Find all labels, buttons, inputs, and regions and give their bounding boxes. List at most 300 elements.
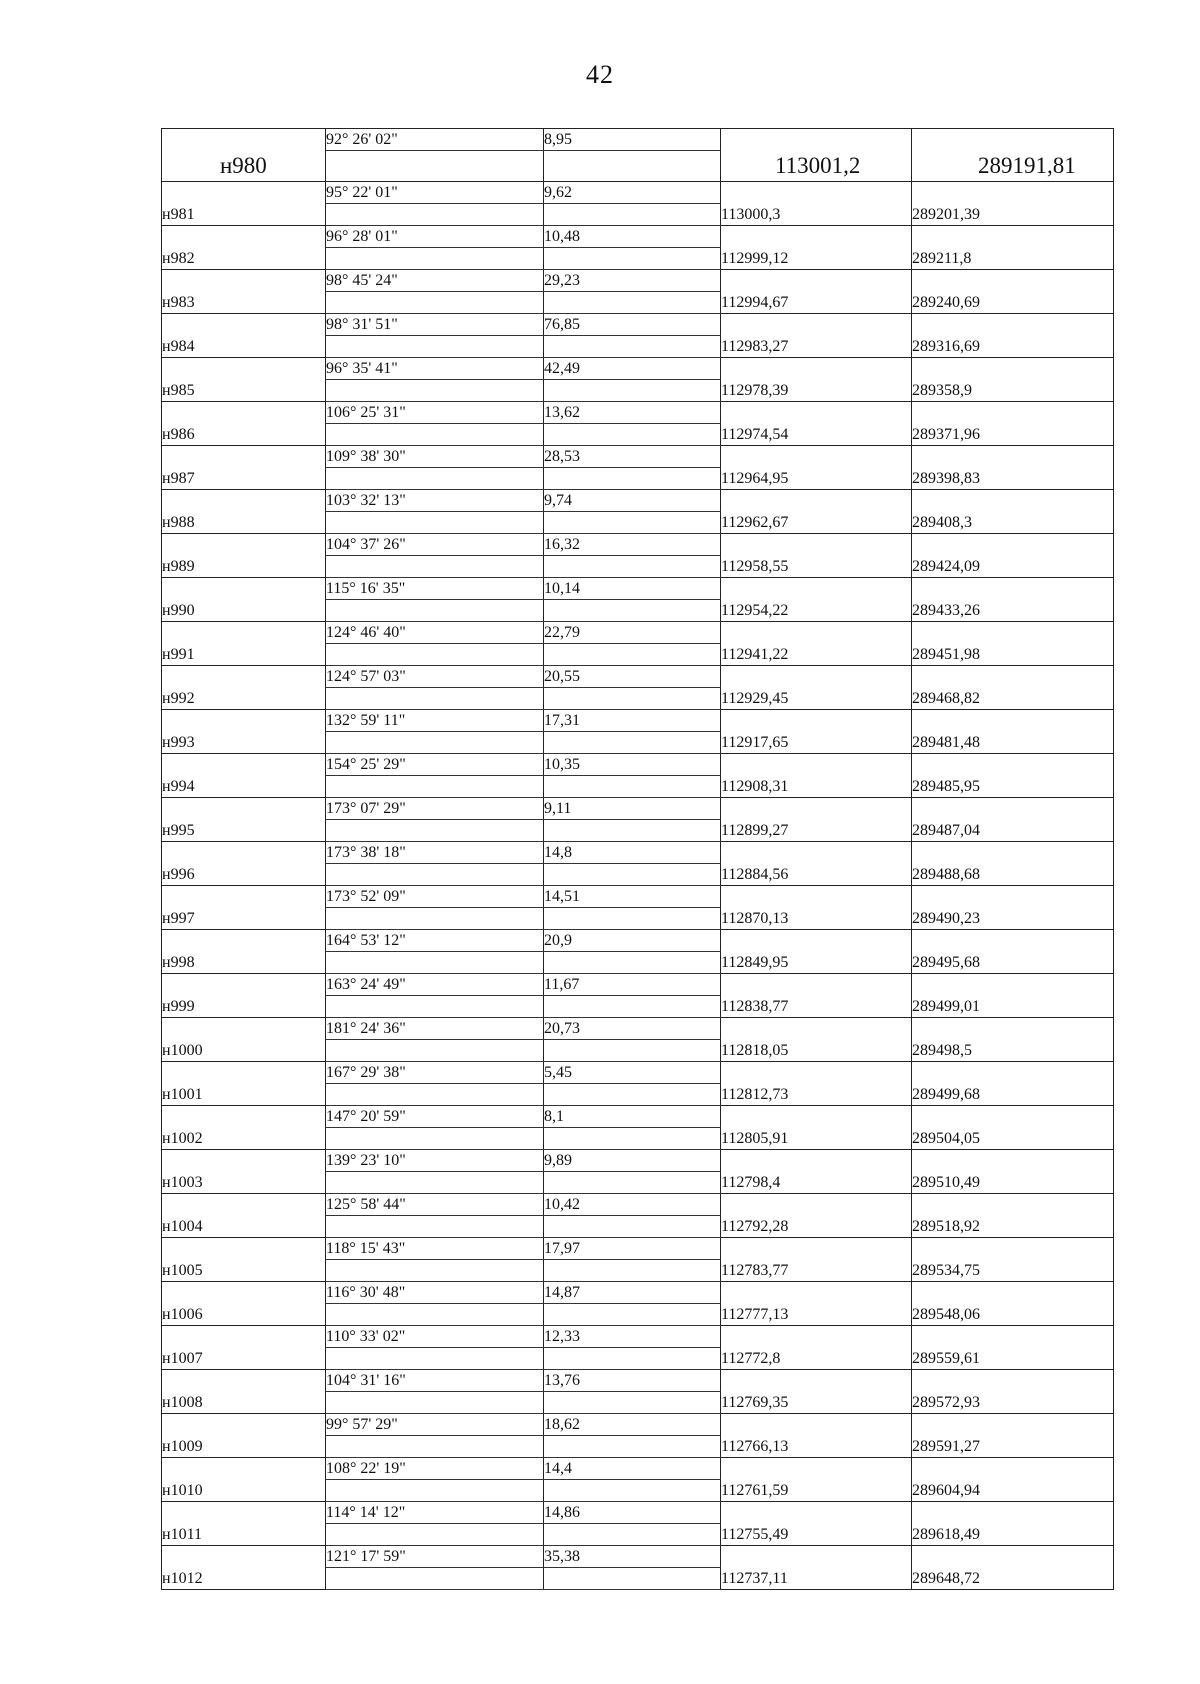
angle-spacer xyxy=(326,248,544,270)
point-id-cell: н996 xyxy=(162,864,326,886)
point-row xyxy=(162,776,1114,798)
angle-cell: 121° 17' 59" xyxy=(326,1546,544,1568)
y-spacer xyxy=(912,1326,1114,1348)
point-spacer xyxy=(162,314,326,336)
angle-spacer xyxy=(326,1392,544,1414)
point-id-cell: н1002 xyxy=(162,1128,326,1150)
y-coordinate-cell: 289371,96 xyxy=(912,424,1114,446)
segment-row xyxy=(162,1502,1114,1524)
y-coordinate-cell: 289191,81 xyxy=(912,151,1114,182)
point-id-cell: н981 xyxy=(162,204,326,226)
point-row xyxy=(162,512,1114,534)
distance-cell: 17,31 xyxy=(544,710,721,732)
point-spacer xyxy=(162,1062,326,1084)
y-spacer xyxy=(912,710,1114,732)
y-spacer xyxy=(912,358,1114,380)
distance-spacer xyxy=(544,468,721,490)
point-spacer xyxy=(162,622,326,644)
point-spacer xyxy=(162,1282,326,1304)
point-spacer xyxy=(162,974,326,996)
distance-spacer xyxy=(544,732,721,754)
point-spacer xyxy=(162,226,326,248)
point-spacer xyxy=(162,129,326,151)
x-coordinate-cell: 112929,45 xyxy=(721,688,912,710)
distance-spacer xyxy=(544,864,721,886)
x-coordinate-cell: 112958,55 xyxy=(721,556,912,578)
point-id-cell: н997 xyxy=(162,908,326,930)
distance-spacer xyxy=(544,151,721,182)
point-id-cell: н985 xyxy=(162,380,326,402)
x-coordinate-cell: 112761,59 xyxy=(721,1480,912,1502)
y-spacer xyxy=(912,1502,1114,1524)
point-spacer xyxy=(162,798,326,820)
x-coordinate-cell: 112999,12 xyxy=(721,248,912,270)
segment-row xyxy=(162,226,1114,248)
distance-cell: 17,97 xyxy=(544,1238,721,1260)
distance-spacer xyxy=(544,424,721,446)
angle-cell: 132° 59' 11" xyxy=(326,710,544,732)
distance-spacer xyxy=(544,644,721,666)
point-id-cell: н987 xyxy=(162,468,326,490)
y-spacer xyxy=(912,622,1114,644)
distance-cell: 13,62 xyxy=(544,402,721,424)
x-spacer xyxy=(721,1546,912,1568)
y-coordinate-cell: 289201,39 xyxy=(912,204,1114,226)
point-id-cell: н1009 xyxy=(162,1436,326,1458)
x-spacer xyxy=(721,1150,912,1172)
y-coordinate-cell: 289468,82 xyxy=(912,688,1114,710)
point-spacer xyxy=(162,1414,326,1436)
y-spacer xyxy=(912,129,1114,151)
point-row xyxy=(162,380,1114,402)
angle-cell: 96° 35' 41" xyxy=(326,358,544,380)
point-row xyxy=(162,908,1114,930)
point-spacer xyxy=(162,534,326,556)
coordinates-table-body xyxy=(162,129,1114,1590)
y-coordinate-cell: 289572,93 xyxy=(912,1392,1114,1414)
x-spacer xyxy=(721,226,912,248)
y-spacer xyxy=(912,754,1114,776)
x-coordinate-cell: 112805,91 xyxy=(721,1128,912,1150)
angle-cell: 173° 07' 29" xyxy=(326,798,544,820)
angle-cell: 125° 58' 44" xyxy=(326,1194,544,1216)
angle-cell: 173° 38' 18" xyxy=(326,842,544,864)
distance-spacer xyxy=(544,1524,721,1546)
distance-spacer xyxy=(544,688,721,710)
distance-spacer xyxy=(544,1348,721,1370)
segment-row xyxy=(162,1282,1114,1304)
x-coordinate-cell: 112755,49 xyxy=(721,1524,912,1546)
segment-row xyxy=(162,1326,1114,1348)
x-coordinate-cell: 112974,54 xyxy=(721,424,912,446)
angle-spacer xyxy=(326,1260,544,1282)
point-row xyxy=(162,556,1114,578)
point-row xyxy=(162,1260,1114,1282)
distance-spacer xyxy=(544,1216,721,1238)
y-spacer xyxy=(912,1546,1114,1568)
y-coordinate-cell: 289495,68 xyxy=(912,952,1114,974)
distance-cell: 20,73 xyxy=(544,1018,721,1040)
point-row xyxy=(162,1392,1114,1414)
y-spacer xyxy=(912,182,1114,204)
x-spacer xyxy=(721,182,912,204)
distance-cell: 11,67 xyxy=(544,974,721,996)
angle-spacer xyxy=(326,556,544,578)
point-row xyxy=(162,248,1114,270)
x-coordinate-cell: 112964,95 xyxy=(721,468,912,490)
x-spacer xyxy=(721,446,912,468)
angle-cell: 124° 46' 40" xyxy=(326,622,544,644)
segment-row xyxy=(162,1458,1114,1480)
point-row xyxy=(162,204,1114,226)
distance-cell: 13,76 xyxy=(544,1370,721,1392)
angle-cell: 96° 28' 01" xyxy=(326,226,544,248)
point-row xyxy=(162,1480,1114,1502)
x-spacer xyxy=(721,314,912,336)
y-spacer xyxy=(912,930,1114,952)
segment-row xyxy=(162,754,1114,776)
distance-spacer xyxy=(544,1040,721,1062)
point-id-cell: н992 xyxy=(162,688,326,710)
x-spacer xyxy=(721,1458,912,1480)
y-spacer xyxy=(912,666,1114,688)
angle-spacer xyxy=(326,1348,544,1370)
point-spacer xyxy=(162,402,326,424)
distance-spacer xyxy=(544,1436,721,1458)
segment-row xyxy=(162,842,1114,864)
point-row xyxy=(162,151,1114,182)
distance-cell: 8,95 xyxy=(544,129,721,151)
angle-cell: 92° 26' 02" xyxy=(326,129,544,151)
distance-spacer xyxy=(544,1128,721,1150)
angle-spacer xyxy=(326,1304,544,1326)
point-row xyxy=(162,600,1114,622)
x-coordinate-cell: 112941,22 xyxy=(721,644,912,666)
angle-cell: 95° 22' 01" xyxy=(326,182,544,204)
distance-spacer xyxy=(544,204,721,226)
point-id-cell: н1001 xyxy=(162,1084,326,1106)
x-coordinate-cell: 112798,4 xyxy=(721,1172,912,1194)
angle-cell: 139° 23' 10" xyxy=(326,1150,544,1172)
angle-spacer xyxy=(326,1040,544,1062)
x-spacer xyxy=(721,1062,912,1084)
x-spacer xyxy=(721,1282,912,1304)
y-coordinate-cell: 289451,98 xyxy=(912,644,1114,666)
distance-cell: 42,49 xyxy=(544,358,721,380)
distance-cell: 10,35 xyxy=(544,754,721,776)
distance-cell: 14,51 xyxy=(544,886,721,908)
angle-spacer xyxy=(326,1480,544,1502)
y-coordinate-cell: 289518,92 xyxy=(912,1216,1114,1238)
angle-cell: 147° 20' 59" xyxy=(326,1106,544,1128)
segment-row xyxy=(162,270,1114,292)
x-coordinate-cell: 113001,2 xyxy=(721,151,912,182)
segment-row xyxy=(162,1238,1114,1260)
x-spacer xyxy=(721,666,912,688)
angle-spacer xyxy=(326,336,544,358)
y-coordinate-cell: 289548,06 xyxy=(912,1304,1114,1326)
point-spacer xyxy=(162,710,326,732)
point-id-cell: н1000 xyxy=(162,1040,326,1062)
angle-cell: 164° 53' 12" xyxy=(326,930,544,952)
y-coordinate-cell: 289488,68 xyxy=(912,864,1114,886)
y-spacer xyxy=(912,578,1114,600)
segment-row xyxy=(162,129,1114,151)
angle-spacer xyxy=(326,1524,544,1546)
point-id-cell: н1004 xyxy=(162,1216,326,1238)
point-row xyxy=(162,1084,1114,1106)
x-spacer xyxy=(721,578,912,600)
x-coordinate-cell: 112792,28 xyxy=(721,1216,912,1238)
angle-cell: 104° 31' 16" xyxy=(326,1370,544,1392)
x-spacer xyxy=(721,842,912,864)
segment-row xyxy=(162,402,1114,424)
angle-spacer xyxy=(326,1436,544,1458)
point-id-cell: н1005 xyxy=(162,1260,326,1282)
y-coordinate-cell: 289498,5 xyxy=(912,1040,1114,1062)
y-spacer xyxy=(912,1194,1114,1216)
x-coordinate-cell: 112870,13 xyxy=(721,908,912,930)
point-row xyxy=(162,1216,1114,1238)
point-row xyxy=(162,468,1114,490)
distance-cell: 28,53 xyxy=(544,446,721,468)
distance-cell: 14,4 xyxy=(544,1458,721,1480)
y-spacer xyxy=(912,402,1114,424)
point-spacer xyxy=(162,1458,326,1480)
point-id-cell: н982 xyxy=(162,248,326,270)
point-spacer xyxy=(162,446,326,468)
distance-cell: 76,85 xyxy=(544,314,721,336)
segment-row xyxy=(162,446,1114,468)
point-spacer xyxy=(162,578,326,600)
distance-cell: 9,74 xyxy=(544,490,721,512)
x-spacer xyxy=(721,886,912,908)
distance-spacer xyxy=(544,556,721,578)
x-coordinate-cell: 112777,13 xyxy=(721,1304,912,1326)
x-spacer xyxy=(721,129,912,151)
distance-cell: 35,38 xyxy=(544,1546,721,1568)
angle-spacer xyxy=(326,908,544,930)
point-spacer xyxy=(162,1194,326,1216)
distance-spacer xyxy=(544,820,721,842)
y-coordinate-cell: 289487,04 xyxy=(912,820,1114,842)
x-coordinate-cell: 112917,65 xyxy=(721,732,912,754)
angle-spacer xyxy=(326,151,544,182)
point-id-cell: н990 xyxy=(162,600,326,622)
y-spacer xyxy=(912,1282,1114,1304)
distance-cell: 22,79 xyxy=(544,622,721,644)
segment-row xyxy=(162,1062,1114,1084)
y-coordinate-cell: 289408,3 xyxy=(912,512,1114,534)
x-coordinate-cell: 112737,11 xyxy=(721,1568,912,1590)
distance-cell: 18,62 xyxy=(544,1414,721,1436)
x-spacer xyxy=(721,1414,912,1436)
x-spacer xyxy=(721,1238,912,1260)
y-coordinate-cell: 289316,69 xyxy=(912,336,1114,358)
y-spacer xyxy=(912,1106,1114,1128)
distance-cell: 5,45 xyxy=(544,1062,721,1084)
y-coordinate-cell: 289559,61 xyxy=(912,1348,1114,1370)
segment-row xyxy=(162,490,1114,512)
point-id-cell: н980 xyxy=(162,151,326,182)
distance-cell: 9,89 xyxy=(544,1150,721,1172)
point-spacer xyxy=(162,930,326,952)
angle-cell: 154° 25' 29" xyxy=(326,754,544,776)
x-spacer xyxy=(721,930,912,952)
point-id-cell: н986 xyxy=(162,424,326,446)
distance-cell: 14,8 xyxy=(544,842,721,864)
x-spacer xyxy=(721,402,912,424)
segment-row xyxy=(162,930,1114,952)
distance-cell: 14,87 xyxy=(544,1282,721,1304)
y-coordinate-cell: 289211,8 xyxy=(912,248,1114,270)
point-row xyxy=(162,1304,1114,1326)
segment-row xyxy=(162,886,1114,908)
segment-row xyxy=(162,974,1114,996)
distance-spacer xyxy=(544,1084,721,1106)
angle-cell: 99° 57' 29" xyxy=(326,1414,544,1436)
segment-row xyxy=(162,1018,1114,1040)
y-coordinate-cell: 289534,75 xyxy=(912,1260,1114,1282)
point-row xyxy=(162,952,1114,974)
segment-row xyxy=(162,314,1114,336)
distance-spacer xyxy=(544,908,721,930)
angle-cell: 124° 57' 03" xyxy=(326,666,544,688)
segment-row xyxy=(162,1194,1114,1216)
y-coordinate-cell: 289424,09 xyxy=(912,556,1114,578)
point-spacer xyxy=(162,358,326,380)
y-coordinate-cell: 289358,9 xyxy=(912,380,1114,402)
distance-spacer xyxy=(544,1480,721,1502)
y-coordinate-cell: 289648,72 xyxy=(912,1568,1114,1590)
x-spacer xyxy=(721,534,912,556)
distance-spacer xyxy=(544,1568,721,1590)
point-row xyxy=(162,1568,1114,1590)
y-coordinate-cell: 289481,48 xyxy=(912,732,1114,754)
segment-row xyxy=(162,534,1114,556)
angle-cell: 98° 31' 51" xyxy=(326,314,544,336)
y-spacer xyxy=(912,798,1114,820)
distance-spacer xyxy=(544,1260,721,1282)
angle-cell: 108° 22' 19" xyxy=(326,1458,544,1480)
angle-cell: 114° 14' 12" xyxy=(326,1502,544,1524)
x-coordinate-cell: 113000,3 xyxy=(721,204,912,226)
y-coordinate-cell: 289604,94 xyxy=(912,1480,1114,1502)
distance-spacer xyxy=(544,292,721,314)
y-spacer xyxy=(912,1414,1114,1436)
angle-cell: 103° 32' 13" xyxy=(326,490,544,512)
angle-spacer xyxy=(326,512,544,534)
x-spacer xyxy=(721,754,912,776)
point-row xyxy=(162,1128,1114,1150)
x-spacer xyxy=(721,1502,912,1524)
point-row xyxy=(162,1040,1114,1062)
point-spacer xyxy=(162,754,326,776)
x-spacer xyxy=(721,710,912,732)
y-spacer xyxy=(912,490,1114,512)
point-row xyxy=(162,644,1114,666)
angle-cell: 98° 45' 24" xyxy=(326,270,544,292)
point-id-cell: н983 xyxy=(162,292,326,314)
angle-spacer xyxy=(326,996,544,1018)
point-spacer xyxy=(162,886,326,908)
point-id-cell: н993 xyxy=(162,732,326,754)
angle-spacer xyxy=(326,468,544,490)
page-number: 42 xyxy=(586,60,614,89)
y-spacer xyxy=(912,1062,1114,1084)
angle-cell: 116° 30' 48" xyxy=(326,1282,544,1304)
distance-cell: 10,48 xyxy=(544,226,721,248)
y-coordinate-cell: 289510,49 xyxy=(912,1172,1114,1194)
x-spacer xyxy=(721,1194,912,1216)
point-spacer xyxy=(162,1150,326,1172)
y-coordinate-cell: 289499,68 xyxy=(912,1084,1114,1106)
distance-cell: 10,42 xyxy=(544,1194,721,1216)
distance-cell: 20,9 xyxy=(544,930,721,952)
distance-cell: 10,14 xyxy=(544,578,721,600)
point-id-cell: н991 xyxy=(162,644,326,666)
point-id-cell: н1003 xyxy=(162,1172,326,1194)
y-spacer xyxy=(912,534,1114,556)
angle-spacer xyxy=(326,1128,544,1150)
x-coordinate-cell: 112769,35 xyxy=(721,1392,912,1414)
y-spacer xyxy=(912,1150,1114,1172)
segment-row xyxy=(162,578,1114,600)
point-id-cell: н1012 xyxy=(162,1568,326,1590)
y-spacer xyxy=(912,1238,1114,1260)
angle-spacer xyxy=(326,864,544,886)
distance-spacer xyxy=(544,248,721,270)
angle-spacer xyxy=(326,644,544,666)
y-spacer xyxy=(912,1370,1114,1392)
angle-cell: 181° 24' 36" xyxy=(326,1018,544,1040)
point-id-cell: н1010 xyxy=(162,1480,326,1502)
x-coordinate-cell: 112783,77 xyxy=(721,1260,912,1282)
segment-row xyxy=(162,622,1114,644)
x-coordinate-cell: 112818,05 xyxy=(721,1040,912,1062)
point-spacer xyxy=(162,842,326,864)
angle-cell: 104° 37' 26" xyxy=(326,534,544,556)
distance-spacer xyxy=(544,336,721,358)
x-coordinate-cell: 112994,67 xyxy=(721,292,912,314)
x-spacer xyxy=(721,622,912,644)
angle-cell: 118° 15' 43" xyxy=(326,1238,544,1260)
distance-spacer xyxy=(544,776,721,798)
point-id-cell: н1011 xyxy=(162,1524,326,1546)
x-spacer xyxy=(721,1326,912,1348)
point-spacer xyxy=(162,1326,326,1348)
distance-spacer xyxy=(544,1304,721,1326)
segment-row xyxy=(162,1150,1114,1172)
distance-spacer xyxy=(544,996,721,1018)
y-coordinate-cell: 289240,69 xyxy=(912,292,1114,314)
point-row xyxy=(162,1524,1114,1546)
distance-spacer xyxy=(544,600,721,622)
segment-row xyxy=(162,182,1114,204)
point-row xyxy=(162,996,1114,1018)
point-row xyxy=(162,336,1114,358)
x-spacer xyxy=(721,490,912,512)
y-coordinate-cell: 289618,49 xyxy=(912,1524,1114,1546)
y-spacer xyxy=(912,1018,1114,1040)
y-coordinate-cell: 289433,26 xyxy=(912,600,1114,622)
y-coordinate-cell: 289398,83 xyxy=(912,468,1114,490)
point-id-cell: н1007 xyxy=(162,1348,326,1370)
distance-spacer xyxy=(544,380,721,402)
y-coordinate-cell: 289499,01 xyxy=(912,996,1114,1018)
y-coordinate-cell: 289591,27 xyxy=(912,1436,1114,1458)
distance-spacer xyxy=(544,952,721,974)
